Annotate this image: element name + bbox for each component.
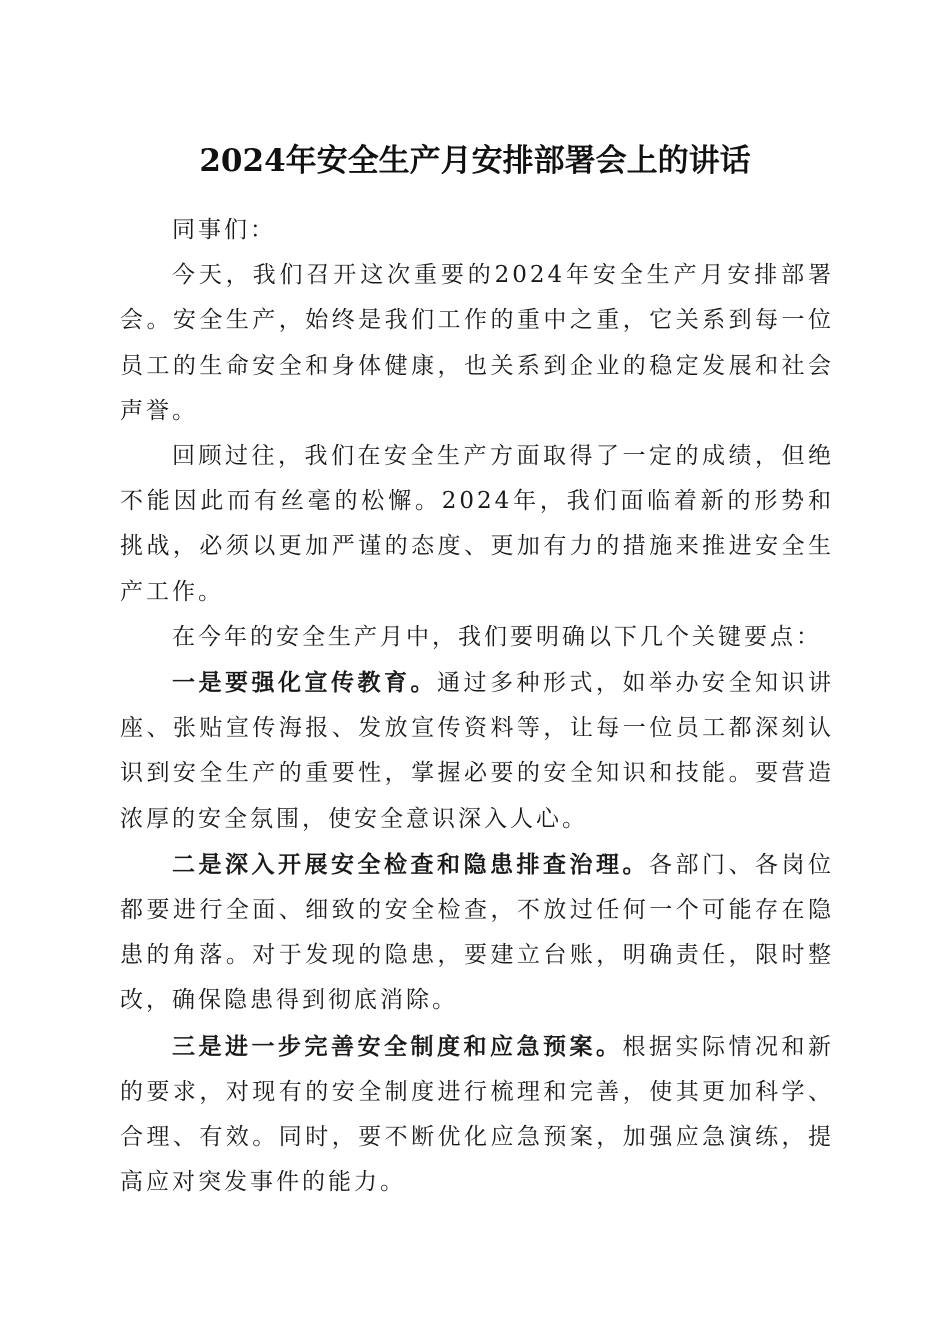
paragraph-point-three — [120, 1024, 834, 1206]
document-title: 2024年安全生产月安排部署会上的讲话 — [199, 143, 751, 179]
paragraph-text: 通过多种形式，如举办安全知识讲座、张贴宣传海报、发放宣传资料等，让每一位员工都深刻认识到安全生产的重要性，掌握必要的安全知识和技能。要营造浓厚的安全氛围，使安全意识深入人心。 — [120, 670, 834, 832]
paragraph-lead: 一是要强化宣传教育。 — [172, 669, 437, 697]
paragraph-opening — [120, 253, 834, 434]
paragraph-text: 在今年的安全生产月中，我们要明确以下几个关键要点： — [172, 623, 822, 650]
paragraph-point-one — [120, 660, 834, 842]
paragraph-text: 各部门、各岗位都要进行全面、细致的安全检查，不放过任何一个可能存在隐患的角落。对于发现的隐患，要建立台账，明确责任，限时整改，确保隐患得到彻底消除。 — [120, 851, 834, 1014]
document-body — [120, 208, 834, 1205]
paragraph-lead: 二是深入开展安全检查和隐患排查治理。 — [172, 850, 649, 878]
paragraph-point-two — [120, 842, 834, 1024]
paragraph-text: 根据实际情况和新的要求，对现有的安全制度进行梳理和完善，使其更加科学、合理、有效。同时，要不断优化应急预案，加强应急演练，提高应对突发事件的能力。 — [120, 1033, 834, 1196]
paragraph-text: 今天，我们召开这次重要的2024年安全生产月安排部署会。安全生产，始终是我们工作的重中之重，它关系到每一位员工的生命安全和身体健康，也关系到企业的稳定发展和社会声誉。 — [120, 262, 834, 424]
salutation: 同事们： — [172, 217, 276, 243]
paragraph-review — [120, 434, 834, 615]
paragraph-lead: 三是进一步完善安全制度和应急预案。 — [172, 1032, 623, 1060]
paragraph-text: 回顾过往，我们在安全生产方面取得了一定的成绩，但绝不能因此而有丝毫的松懈。2024年，我们面临着新的形势和挑战，必须以更加严谨的态度、更加有力的措施来推进安全生产工作。 — [120, 443, 834, 605]
paragraph-key-points-intro — [120, 615, 834, 660]
